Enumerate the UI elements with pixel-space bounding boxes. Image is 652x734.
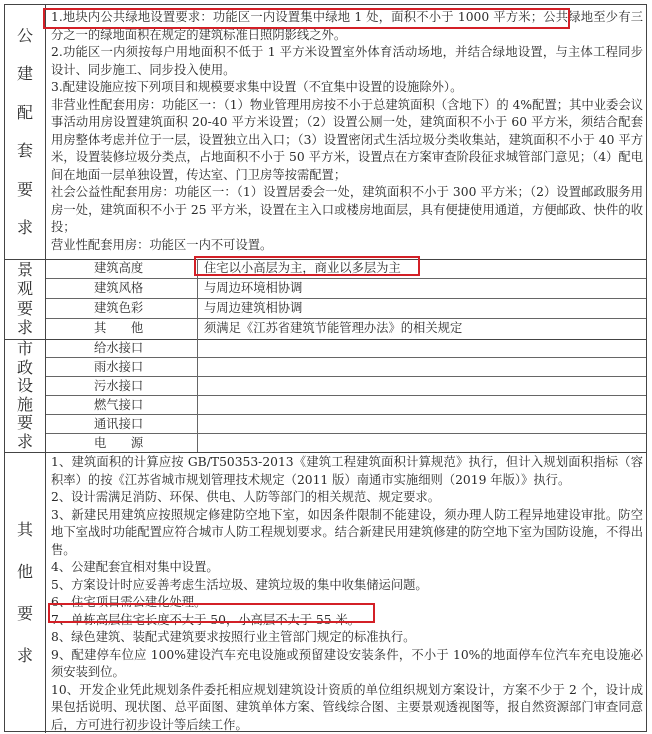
other-requirements-body xyxy=(51,454,643,734)
row-label: 给水接口 xyxy=(46,339,198,357)
row-value: 与周边环境相协调 xyxy=(204,281,303,295)
section-title-char: 他 xyxy=(16,561,33,581)
section-title-char: 建 xyxy=(16,64,33,84)
section-title-char: 要 xyxy=(16,179,33,199)
row-value: 住宅以小高层为主，商业以多层为主 xyxy=(204,261,401,275)
row-label: 电 源 xyxy=(46,434,198,452)
row-label: 建筑风格 xyxy=(46,279,198,298)
section-divider xyxy=(5,452,646,453)
row-label: 建筑色彩 xyxy=(46,299,198,318)
row-value: 与周边建筑相协调 xyxy=(204,301,303,315)
section-title-char: 要 xyxy=(16,413,33,433)
section-title-public-facilities xyxy=(5,5,46,259)
section-title-char: 观 xyxy=(16,279,33,299)
requirement-text: 社会公益性配套用房：功能区一：（1）设置居委会一处，建筑面积不小于 300 平方米；（2）设置邮政服务用房一处，建筑面积不小于 25 平方米，设置在主入口或楼房地面层，具有便捷使用通道，方便邮政、快件的收投； xyxy=(51,185,643,234)
section-title-char: 公 xyxy=(16,25,33,45)
requirement-text: 4、公建配套宜相对集中设置。 xyxy=(51,560,219,574)
highlight-box-green-space xyxy=(43,8,570,29)
landscape-row xyxy=(46,279,646,299)
requirement-text: 3.配建设施应按下列项目和规模要求集中设置（不宜集中设置的设施除外）。 xyxy=(51,80,463,94)
row-label: 燃气接口 xyxy=(46,396,198,414)
requirement-text: 5、方案设计时应妥善考虑生活垃圾、建筑垃圾的集中收集储运问题。 xyxy=(51,577,428,592)
highlight-box-building-length xyxy=(48,603,375,623)
row-label: 其 他 xyxy=(46,319,198,339)
highlight-box-building-height xyxy=(194,256,420,276)
requirement-text: 营业性配套用房：功能区一内不可设置。 xyxy=(51,237,273,252)
requirement-text: 8、绿色建筑、装配式建筑要求按照行业主管部门规定的标准执行。 xyxy=(51,630,416,644)
requirement-text: 10、开发企业凭此规划条件委托相应规划建筑设计资质的单位组织规划方案设计，方案不少于 2 个，设计成果包括说明、现状图、总平面图、建筑单体方案、管线综合图、主要景观透视图等，报自然资源部门审查同意后，方可进行初步设计等后续工作。 xyxy=(51,682,643,732)
requirement-text: 6、住宅项目需公建化处理。 xyxy=(51,595,207,609)
row-label: 建筑高度 xyxy=(46,259,198,278)
landscape-row xyxy=(46,299,646,319)
requirement-text: 1、建筑面积的计算应按 GB/T50353-2013《建筑工程建筑面积计算规范》执行，但计入规划面积指标（容积率）的按《江苏省城市规划管理技术规定（2011 版）南通市实施细则（2019 年版）》执行。 xyxy=(51,455,643,487)
section-title-char: 套 xyxy=(16,141,33,161)
row-label: 通讯接口 xyxy=(46,415,198,433)
requirement-text: 7、单栋高层住宅长度不大于 50，小高层不大于 55 米。 xyxy=(51,612,361,627)
section-title-char: 要 xyxy=(16,603,33,623)
municipal-row xyxy=(46,358,646,377)
requirement-text: 2.功能区一内须按每户用地面积不低于 1 平方米设置室外体育活动场地，并结合绿地设置，与主体工程同步设计、同步施工、同步投入使用。 xyxy=(51,45,643,77)
requirement-text: 1.地块内公共绿地设置要求：功能区一内设置集中绿地 1 处，面积不小于 1000 平方米；公共绿地至少有三分之一的绿地面积在规定的建筑标准日照阴影线之外。 xyxy=(51,10,643,42)
section-title-char: 施 xyxy=(16,394,33,414)
row-value: 须满足《江苏省建筑节能管理办法》的相关规定 xyxy=(204,321,463,335)
section-title-char: 求 xyxy=(16,317,33,337)
row-label: 污水接口 xyxy=(46,377,198,395)
section-title-char: 要 xyxy=(16,298,33,318)
municipal-row xyxy=(46,377,646,396)
municipal-row xyxy=(46,339,646,358)
section-title-char: 求 xyxy=(16,645,33,665)
requirement-text: 非营业性配套用房：功能区一：（1）物业管理用房按不小于总建筑面积（含地下）的 4%配置；其中业委会议事活动用房设置建筑面积 20-40 平方米设置；（2）设置公厕一处，建筑面积不小于 60 平方米，须结合配套用房整体考虑并位于一层，设置独立出入口；（3）设置密闭式生活垃圾分类收集站，建筑面积不小于 40 平方米，设置装修垃圾分类点，占地面积不小于 50 平方米，设置点在方案审查阶段征求城管部门意见；（4）配电间在地面一层单独设置，传达室、门卫房等按需配置； xyxy=(51,97,643,182)
section-title-char: 求 xyxy=(16,431,33,451)
municipal-row xyxy=(46,434,646,452)
section-title-char: 景 xyxy=(16,260,33,280)
section-title-other xyxy=(5,452,46,733)
landscape-row xyxy=(46,319,646,339)
section-title-char: 求 xyxy=(16,218,33,238)
requirement-text: 9、配建停车位应 100%建设汽车充电设施或预留建设安装条件，不小于 10%的地面停车位汽车充电设施必须安装到位。 xyxy=(51,647,643,679)
section-title-char: 市 xyxy=(16,339,33,359)
section-title-char: 设 xyxy=(16,376,33,396)
section-title-municipal xyxy=(5,339,46,452)
section-title-char: 其 xyxy=(16,519,33,539)
requirement-text: 2、设计需满足消防、环保、供电、人防等部门的相关规范、规定要求。 xyxy=(51,490,441,504)
row-label: 雨水接口 xyxy=(46,358,198,376)
section-title-char: 政 xyxy=(16,357,33,377)
requirement-text: 3、新建民用建筑应按照规定修建防空地下室，如因条件限制不能建设，须办理人防工程异地建设审批。防空地下室战时功能配置应符合城市人防工程规划要求。结合新建民用建筑修建的防空地下室为国防设施，不得出售。 xyxy=(51,507,643,557)
public-facilities-body xyxy=(51,9,643,254)
section-title-char: 配 xyxy=(16,102,33,122)
municipal-row xyxy=(46,415,646,434)
section-title-landscape xyxy=(5,259,46,339)
municipal-row xyxy=(46,396,646,415)
